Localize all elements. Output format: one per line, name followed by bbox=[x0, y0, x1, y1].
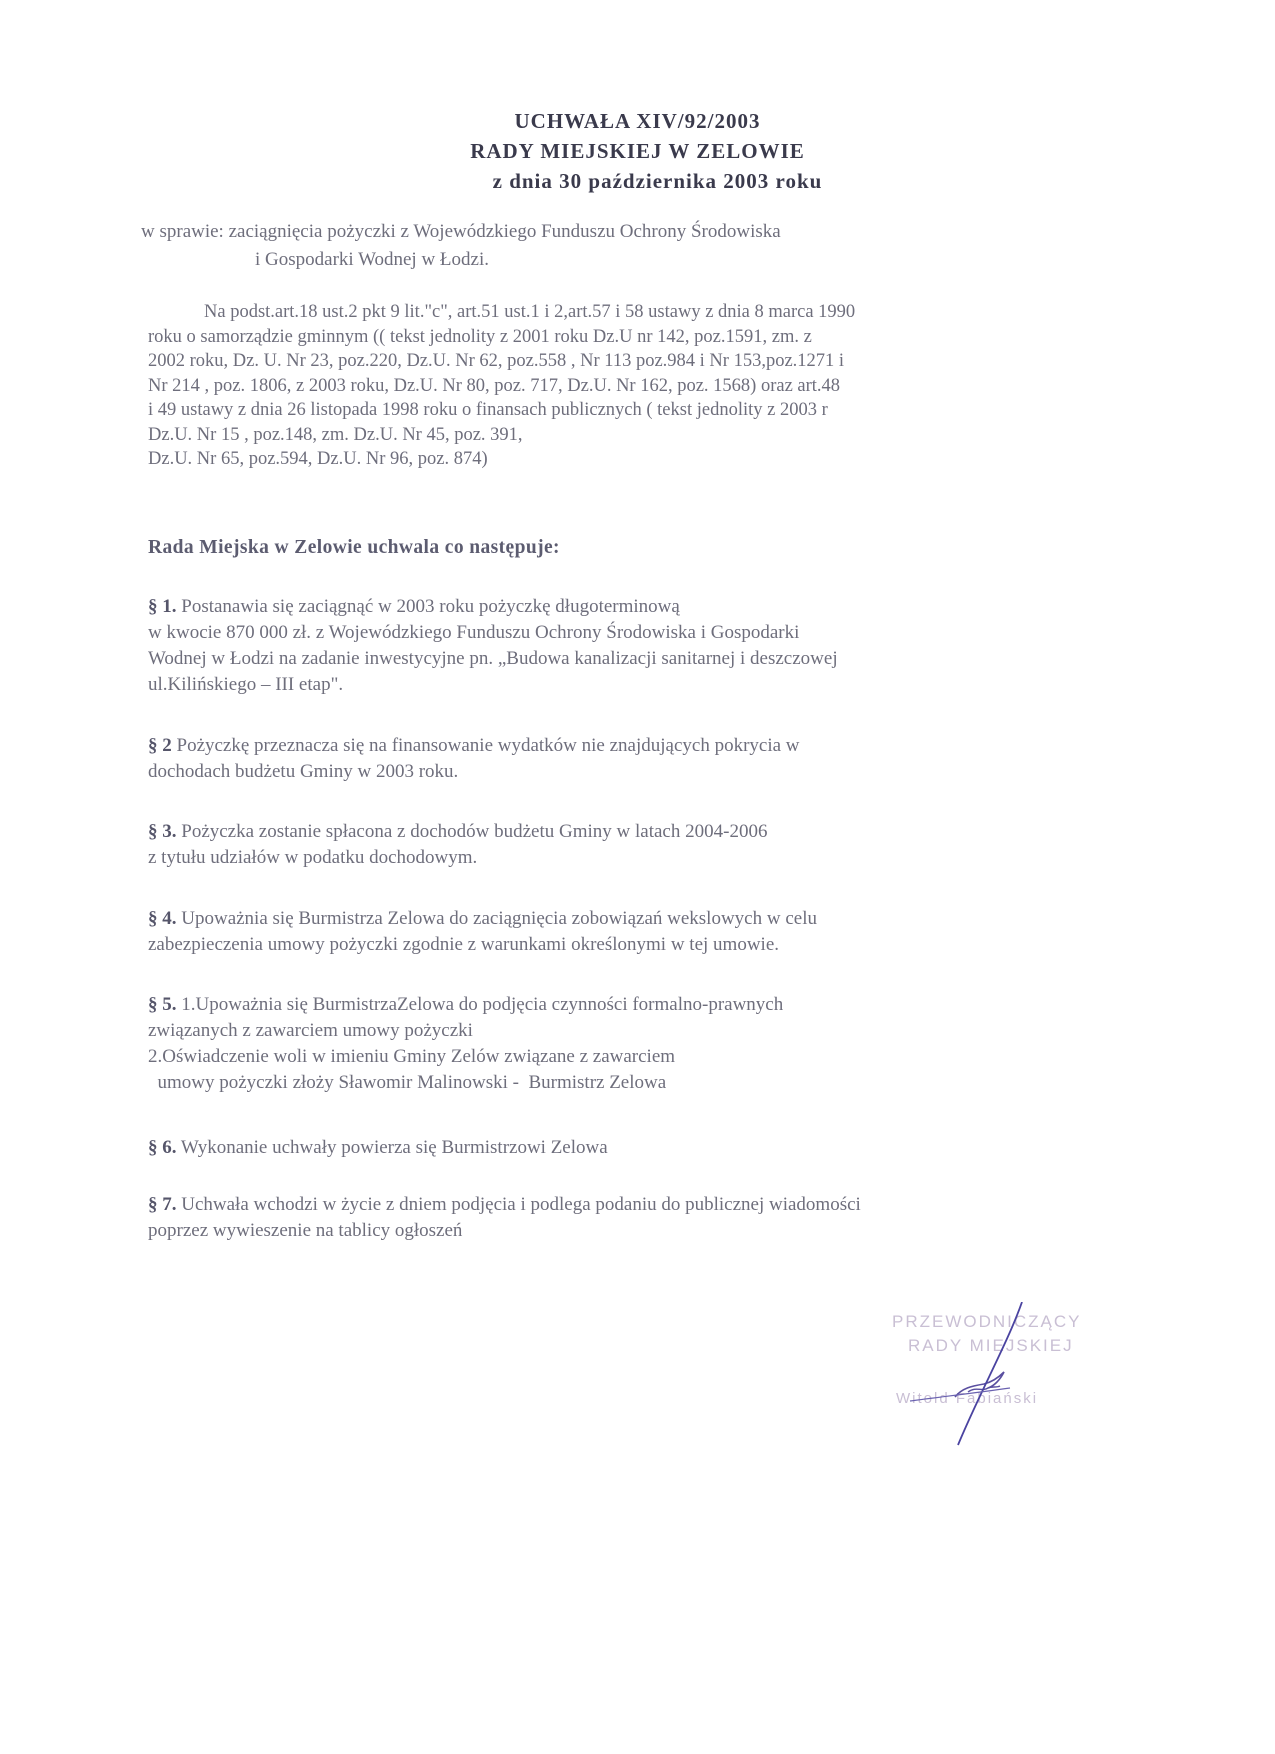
paragraph-text: związanych z zawarciem umowy pożyczki bbox=[148, 1020, 473, 1041]
paragraph-text: Postanawia się zaciągnąć w 2003 roku pożyczkę długoterminową bbox=[181, 596, 680, 617]
paragraph-mark: § 7. bbox=[148, 1194, 177, 1215]
subject bbox=[141, 218, 1121, 274]
paragraph-text: z tytułu udziałów w podatku dochodowym. bbox=[148, 847, 478, 868]
paragraph-7 bbox=[148, 1192, 1088, 1244]
paragraph-text: dochodach budżetu Gminy w 2003 roku. bbox=[148, 761, 459, 782]
paragraph-text: Uchwała wchodzi w życie z dniem podjęcia i podlega podaniu do publicznej wiadomości bbox=[181, 1194, 861, 1215]
paragraph-6 bbox=[148, 1135, 1088, 1161]
paragraph-text: Upoważnia się Burmistrza Zelowa do zaciągnięcia zobowiązań wekslowych w celu bbox=[181, 908, 817, 929]
paragraph-mark: § 4. bbox=[148, 908, 177, 929]
stamp-name: Witold Fabiański bbox=[896, 1390, 1039, 1407]
signature-icon bbox=[880, 1302, 1110, 1472]
paragraph-4 bbox=[148, 906, 1088, 958]
paragraph-text: umowy pożyczki złoży Sławomir Malinowski - Burmistrz Zelowa bbox=[148, 1072, 667, 1093]
legal-basis-line: i 49 ustawy z dnia 26 listopada 1998 roku o finansach publicznych ( tekst jednolity z 2003 r bbox=[148, 400, 828, 420]
stamp-council: RADY MIEJSKIEJ bbox=[908, 1336, 1074, 1355]
stamp-title: PRZEWODNICZĄCY bbox=[892, 1312, 1082, 1331]
subject-line: i Gospodarki Wodnej w Łodzi. bbox=[255, 249, 490, 270]
legal-basis-line: Nr 214 , poz. 1806, z 2003 roku, Dz.U. Nr 80, poz. 717, Dz.U. Nr 162, poz. 1568) oraz art.48 bbox=[148, 375, 841, 396]
chairman-stamp bbox=[880, 1302, 1110, 1472]
paragraph-mark: § 3. bbox=[148, 821, 177, 842]
council-name: RADY MIEJSKIEJ W ZELOWIE bbox=[470, 139, 805, 163]
paragraph-text: w kwocie 870 000 zł. z Wojewódzkiego Funduszu Ochrony Środowiska i Gospodarki bbox=[148, 622, 800, 643]
paragraph-3 bbox=[148, 819, 1088, 871]
legal-basis-line: Dz.U. Nr 65, poz.594, Dz.U. Nr 96, poz. 874) bbox=[148, 449, 488, 469]
legal-basis-line: 2002 roku, Dz. U. Nr 23, poz.220, Dz.U. Nr 62, poz.558 , Nr 113 poz.984 i Nr 153,poz.1271 i bbox=[148, 351, 845, 371]
paragraph-text: 1.Upoważnia się BurmistrzaZelowa do podjęcia czynności formalno-prawnych bbox=[181, 994, 784, 1015]
resolution-header bbox=[0, 106, 1275, 196]
paragraph-text: 2.Oświadczenie woli w imieniu Gminy Zelów związane z zawarciem bbox=[148, 1046, 676, 1067]
legal-basis-line: roku o samorządzie gminnym (( tekst jednolity z 2001 roku Dz.U nr 142, poz.1591, zm. z bbox=[148, 326, 812, 347]
paragraph-mark: § 6. bbox=[148, 1137, 177, 1158]
resolution-number: UCHWAŁA XIV/92/2003 bbox=[514, 109, 761, 133]
paragraph-mark: § 5. bbox=[148, 994, 177, 1015]
paragraph-text: Wykonanie uchwały powierza się Burmistrzowi Zelowa bbox=[180, 1137, 608, 1158]
paragraph-text: poprzez wywieszenie na tablicy ogłoszeń bbox=[148, 1220, 463, 1241]
paragraph-mark: § 2 bbox=[148, 735, 172, 756]
resolution-date: z dnia 30 października 2003 roku bbox=[492, 169, 823, 193]
paragraph-5 bbox=[148, 992, 1088, 1096]
paragraph-text: zabezpieczenia umowy pożyczki zgodnie z warunkami określonymi w tej umowie. bbox=[148, 934, 779, 955]
paragraph-1 bbox=[148, 594, 1088, 698]
subject-line: w sprawie: zaciągnięcia pożyczki z Wojewódzkiego Funduszu Ochrony Środowiska bbox=[141, 221, 781, 242]
legal-basis-line: Na podst.art.18 ust.2 pkt 9 lit."c", art.51 ust.1 i 2,art.57 i 58 ustawy z dnia 8 marca 1990 bbox=[204, 302, 856, 322]
resolution-intro: Rada Miejska w Zelowie uchwala co następuje: bbox=[148, 537, 560, 558]
paragraph-text: Pożyczkę przeznacza się na finansowanie wydatków nie znajdujących pokrycia w bbox=[176, 735, 800, 756]
paragraph-text: Wodnej w Łodzi na zadanie inwestycyjne pn. „Budowa kanalizacji sanitarnej i deszczowej bbox=[148, 648, 838, 669]
legal-basis-line: Dz.U. Nr 15 , poz.148, zm. Dz.U. Nr 45, poz. 391, bbox=[148, 424, 523, 445]
legal-basis bbox=[148, 300, 1078, 472]
paragraph-text: ul.Kilińskiego – III etap". bbox=[148, 674, 344, 695]
paragraph-text: Pożyczka zostanie spłacona z dochodów budżetu Gminy w latach 2004-2006 bbox=[181, 821, 768, 842]
paragraph-mark: § 1. bbox=[148, 596, 177, 617]
paragraph-2 bbox=[148, 733, 1088, 785]
